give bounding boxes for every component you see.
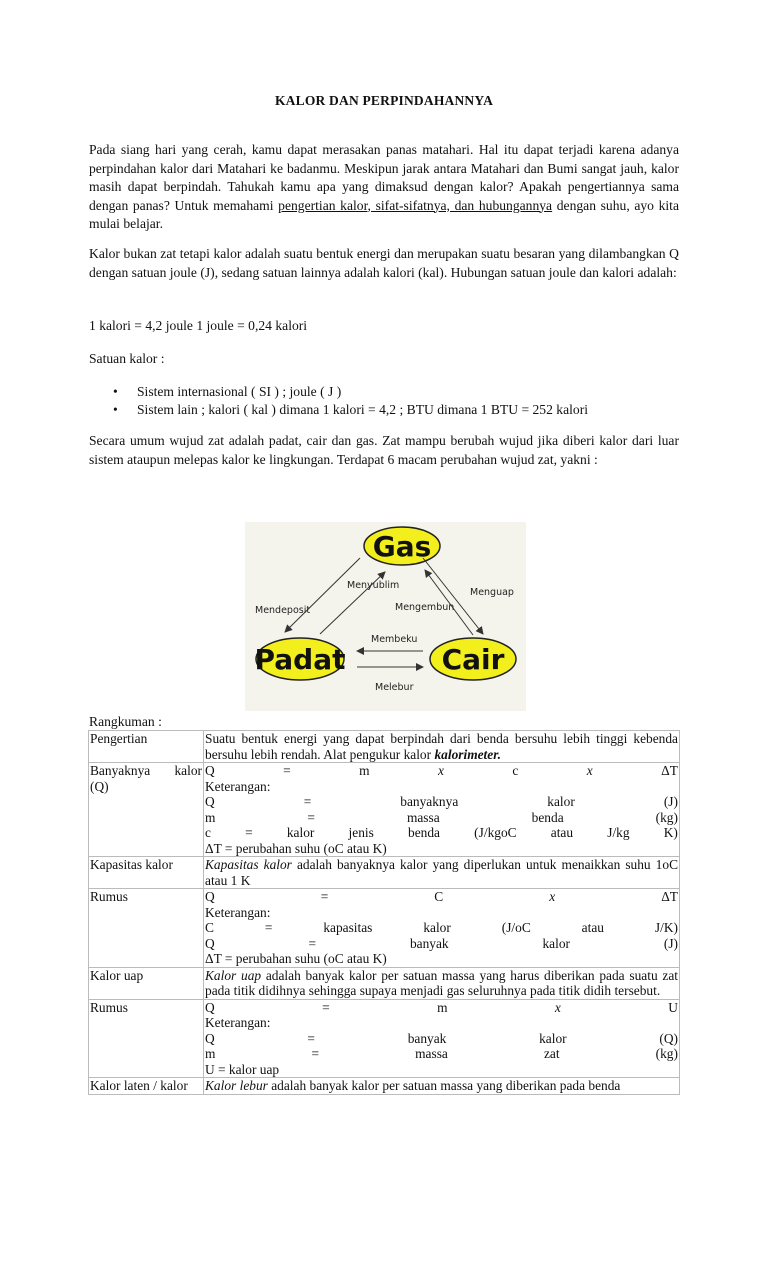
intro-paragraph xyxy=(89,141,679,234)
bullet-icon: • xyxy=(113,384,118,399)
table-row xyxy=(89,731,680,763)
list-item: • Sistem lain ; kalori ( kal ) dimana 1 kalori = 4,2 ; BTU dimana 1 BTU = 252 kalori xyxy=(113,402,589,417)
mendeposit-label: Mendeposit xyxy=(255,605,311,616)
units-heading: Satuan kalor : xyxy=(89,351,165,366)
intro-underlined-text: pengertian kalor, sifat-sifatnya, dan hubungannya xyxy=(278,197,553,213)
intro-tail-text: dengan suhu, ayo kita mulai belajar. xyxy=(89,197,679,231)
diagram-svg xyxy=(245,522,526,711)
legend-line: m = massa zat (kg) xyxy=(205,1046,678,1061)
row-content: Suatu bentuk energi yang dapat berpindah dari benda bersuhu lebih tinggi kebenda bersuhu lebih rendah. Alat pengukur kalor kalorimeter. xyxy=(205,731,678,762)
list-item: • Sistem internasional ( SI ) ; joule ( J ) xyxy=(113,384,342,399)
table-row xyxy=(89,857,680,889)
mengembun-label: Mengembun xyxy=(395,602,455,613)
legend-line: m = massa benda (kg) xyxy=(205,809,678,825)
summary-table xyxy=(88,730,680,1095)
summary-label: Rangkuman : xyxy=(89,714,162,729)
legend-line: c = kalor jenis benda (J/kgoC atau J/kg K) xyxy=(205,825,678,840)
row-label: Rumus xyxy=(89,999,204,1078)
formula-line: Q = m x U xyxy=(205,999,678,1015)
units-list xyxy=(89,383,689,419)
row-label: Kalor laten / kalor xyxy=(89,1078,204,1095)
states-paragraph: Secara umum wujud zat adalah padat, cair dan gas. Zat mampu berubah wujud jika diberi kalor dari luar sistem ataupun melepas kalor ke lingkungan. Terdapat 6 macam perubahan wujud zat, yakni : xyxy=(89,433,679,467)
formula-line: Q = C x ΔT xyxy=(205,889,678,904)
table-row xyxy=(89,1078,680,1095)
row-content: Kalor uap adalah banyak kalor per satuan massa yang harus diberikan pada suatu zat pada titik didihnya sehingga supaya menjadi gas seluruhnya pada titik didih tersebut. xyxy=(205,967,679,998)
table-row xyxy=(89,967,680,999)
row-label: Rumus xyxy=(89,889,204,968)
row-content xyxy=(204,889,680,968)
page-title: KALOR DAN PERPINDAHANNYA xyxy=(274,93,494,108)
table-row xyxy=(89,889,680,968)
note-label: Keterangan: xyxy=(205,1015,271,1030)
row-label: Kalor uap xyxy=(89,967,204,999)
note-label: Keterangan: xyxy=(205,904,271,920)
bullet-icon: • xyxy=(113,402,118,417)
table-row xyxy=(89,763,680,857)
menguap-label: Menguap xyxy=(470,587,514,598)
row-content xyxy=(204,763,680,857)
row-content: Kapasitas kalor adalah banyaknya kalor yang diperlukan untuk menaikkan suhu 1oC atau 1 K xyxy=(205,857,678,888)
legend-line: U = kalor uap xyxy=(205,1061,280,1077)
legend-line: C = kapasitas kalor (J/oC atau J/K) xyxy=(205,920,678,935)
definition-paragraph: Kalor bukan zat tetapi kalor adalah suatu bentuk energi dan merupakan suatu besaran yang dilambangkan Q dengan satuan joule (J), sedang satuan lainnya adalah kalori (kal). Hubungan satuan joule dan kalori adalah: xyxy=(89,246,679,280)
conversion-line: 1 kalori = 4,2 joule 1 joule = 0,24 kalori xyxy=(89,318,308,333)
note-label: Keterangan: xyxy=(205,778,271,794)
cair-label: Cair xyxy=(441,643,505,676)
row-label: Banyaknya kalor (Q) xyxy=(89,763,204,857)
legend-line: ΔT = perubahan suhu (oC atau K) xyxy=(205,840,387,856)
legend-line: Q = banyak kalor (Q) xyxy=(205,1030,678,1046)
row-label: Kapasitas kalor xyxy=(89,857,204,889)
legend-line: Q = banyaknya kalor (J) xyxy=(205,794,678,809)
table-row xyxy=(89,999,680,1078)
gas-label: Gas xyxy=(372,530,432,563)
legend-line: ΔT = perubahan suhu (oC atau K) xyxy=(205,951,387,966)
phase-change-diagram xyxy=(245,522,526,711)
menyublim-label: Menyublim xyxy=(347,580,400,591)
legend-line: Q = banyak kalor (J) xyxy=(205,935,678,951)
row-content: Kalor lebur adalah banyak kalor per satuan massa yang diberikan pada benda xyxy=(204,1078,680,1095)
melebur-label: Melebur xyxy=(375,682,414,693)
padat-label: Padat xyxy=(254,643,346,676)
formula-line: Q = m x c x ΔT xyxy=(205,763,678,778)
arrow-mendeposit xyxy=(285,558,360,632)
membeku-label: Membeku xyxy=(371,634,418,645)
intro-text: Pada siang hari yang cerah, kamu dapat merasakan panas matahari. Hal itu dapat terjadi karena adanya perpindahan kalor dari Matahari ke badanmu. Meskipun jarak antara Matahari dan Bumi sangat jauh, kalor masih dapat berpindah. Tahukah kamu apa yang dimaksud dengan kalor? Apakah pengertiannya sama dengan panas? Untuk memahami xyxy=(89,142,679,213)
row-content xyxy=(204,999,680,1078)
row-label: Pengertian xyxy=(89,731,204,763)
